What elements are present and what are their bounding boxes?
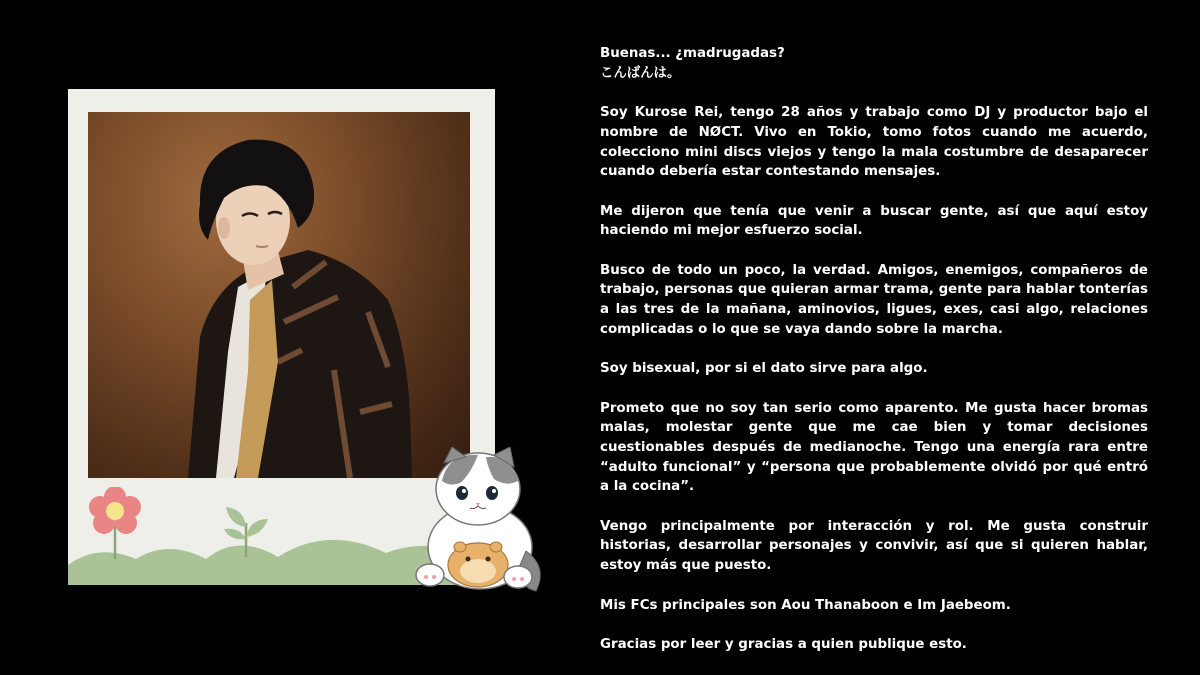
bio-paragraph-seeking: Busco de todo un poco, la verdad. Amigos, enemigos, compañeros de trabajo, personas que quieran armar trama, gente para hablar tonterías a las tres de la mañana, aminovios, ligues, exes, casi algo, relaciones complicadas o lo que se vaya dando sobre la marcha.	[600, 262, 1148, 337]
greeting-japanese: こんばんは。	[600, 65, 681, 81]
flower-icon	[86, 487, 146, 559]
greeting-block	[600, 44, 1148, 83]
bio-paragraph-intro: Soy Kurose Rei, tengo 28 años y trabajo como DJ y productor bajo el nombre de NØCT. Vivo en Tokio, tomo fotos cuando me acuerdo, colecciono mini discs viejos y tengo la mala costumbre de desaparecer cuando debería estar contestando mensajes.	[600, 105, 1148, 180]
bio-paragraph-thanks: Gracias por leer y gracias a quien publique esto.	[600, 636, 967, 652]
bio-paragraph-personality: Prometo que no soy tan serio como aparento. Me gusta hacer bromas malas, molestar gente que me cae bien y tomar decisiones cuestionables después de medianoche. Tengo una energía rara entre “adulto funcional” y “persona que probablemente olvidó por qué entró a la cocina”.	[600, 400, 1148, 495]
bio-paragraph-fcs: Mis FCs principales son Aou Thanaboon e Im Jaebeom.	[600, 597, 1011, 613]
bio-paragraph-purpose: Me dijeron que tenía que venir a buscar gente, así que aquí estoy haciendo mi mejor esfuerzo social.	[600, 203, 1148, 239]
bio-text	[600, 44, 1148, 674]
cat-hamster-sticker	[408, 447, 553, 597]
greeting-line: Buenas... ¿madrugadas?	[600, 46, 785, 61]
bio-paragraph-roleplay: Vengo principalmente por interacción y rol. Me gusta construir historias, desarrollar personajes y convivir, así que si quieren hablar, estoy más que puesto.	[600, 518, 1148, 574]
bio-paragraph-orientation: Soy bisexual, por si el dato sirve para algo.	[600, 361, 928, 377]
sprout-icon	[222, 501, 270, 557]
profile-photo	[88, 112, 470, 478]
